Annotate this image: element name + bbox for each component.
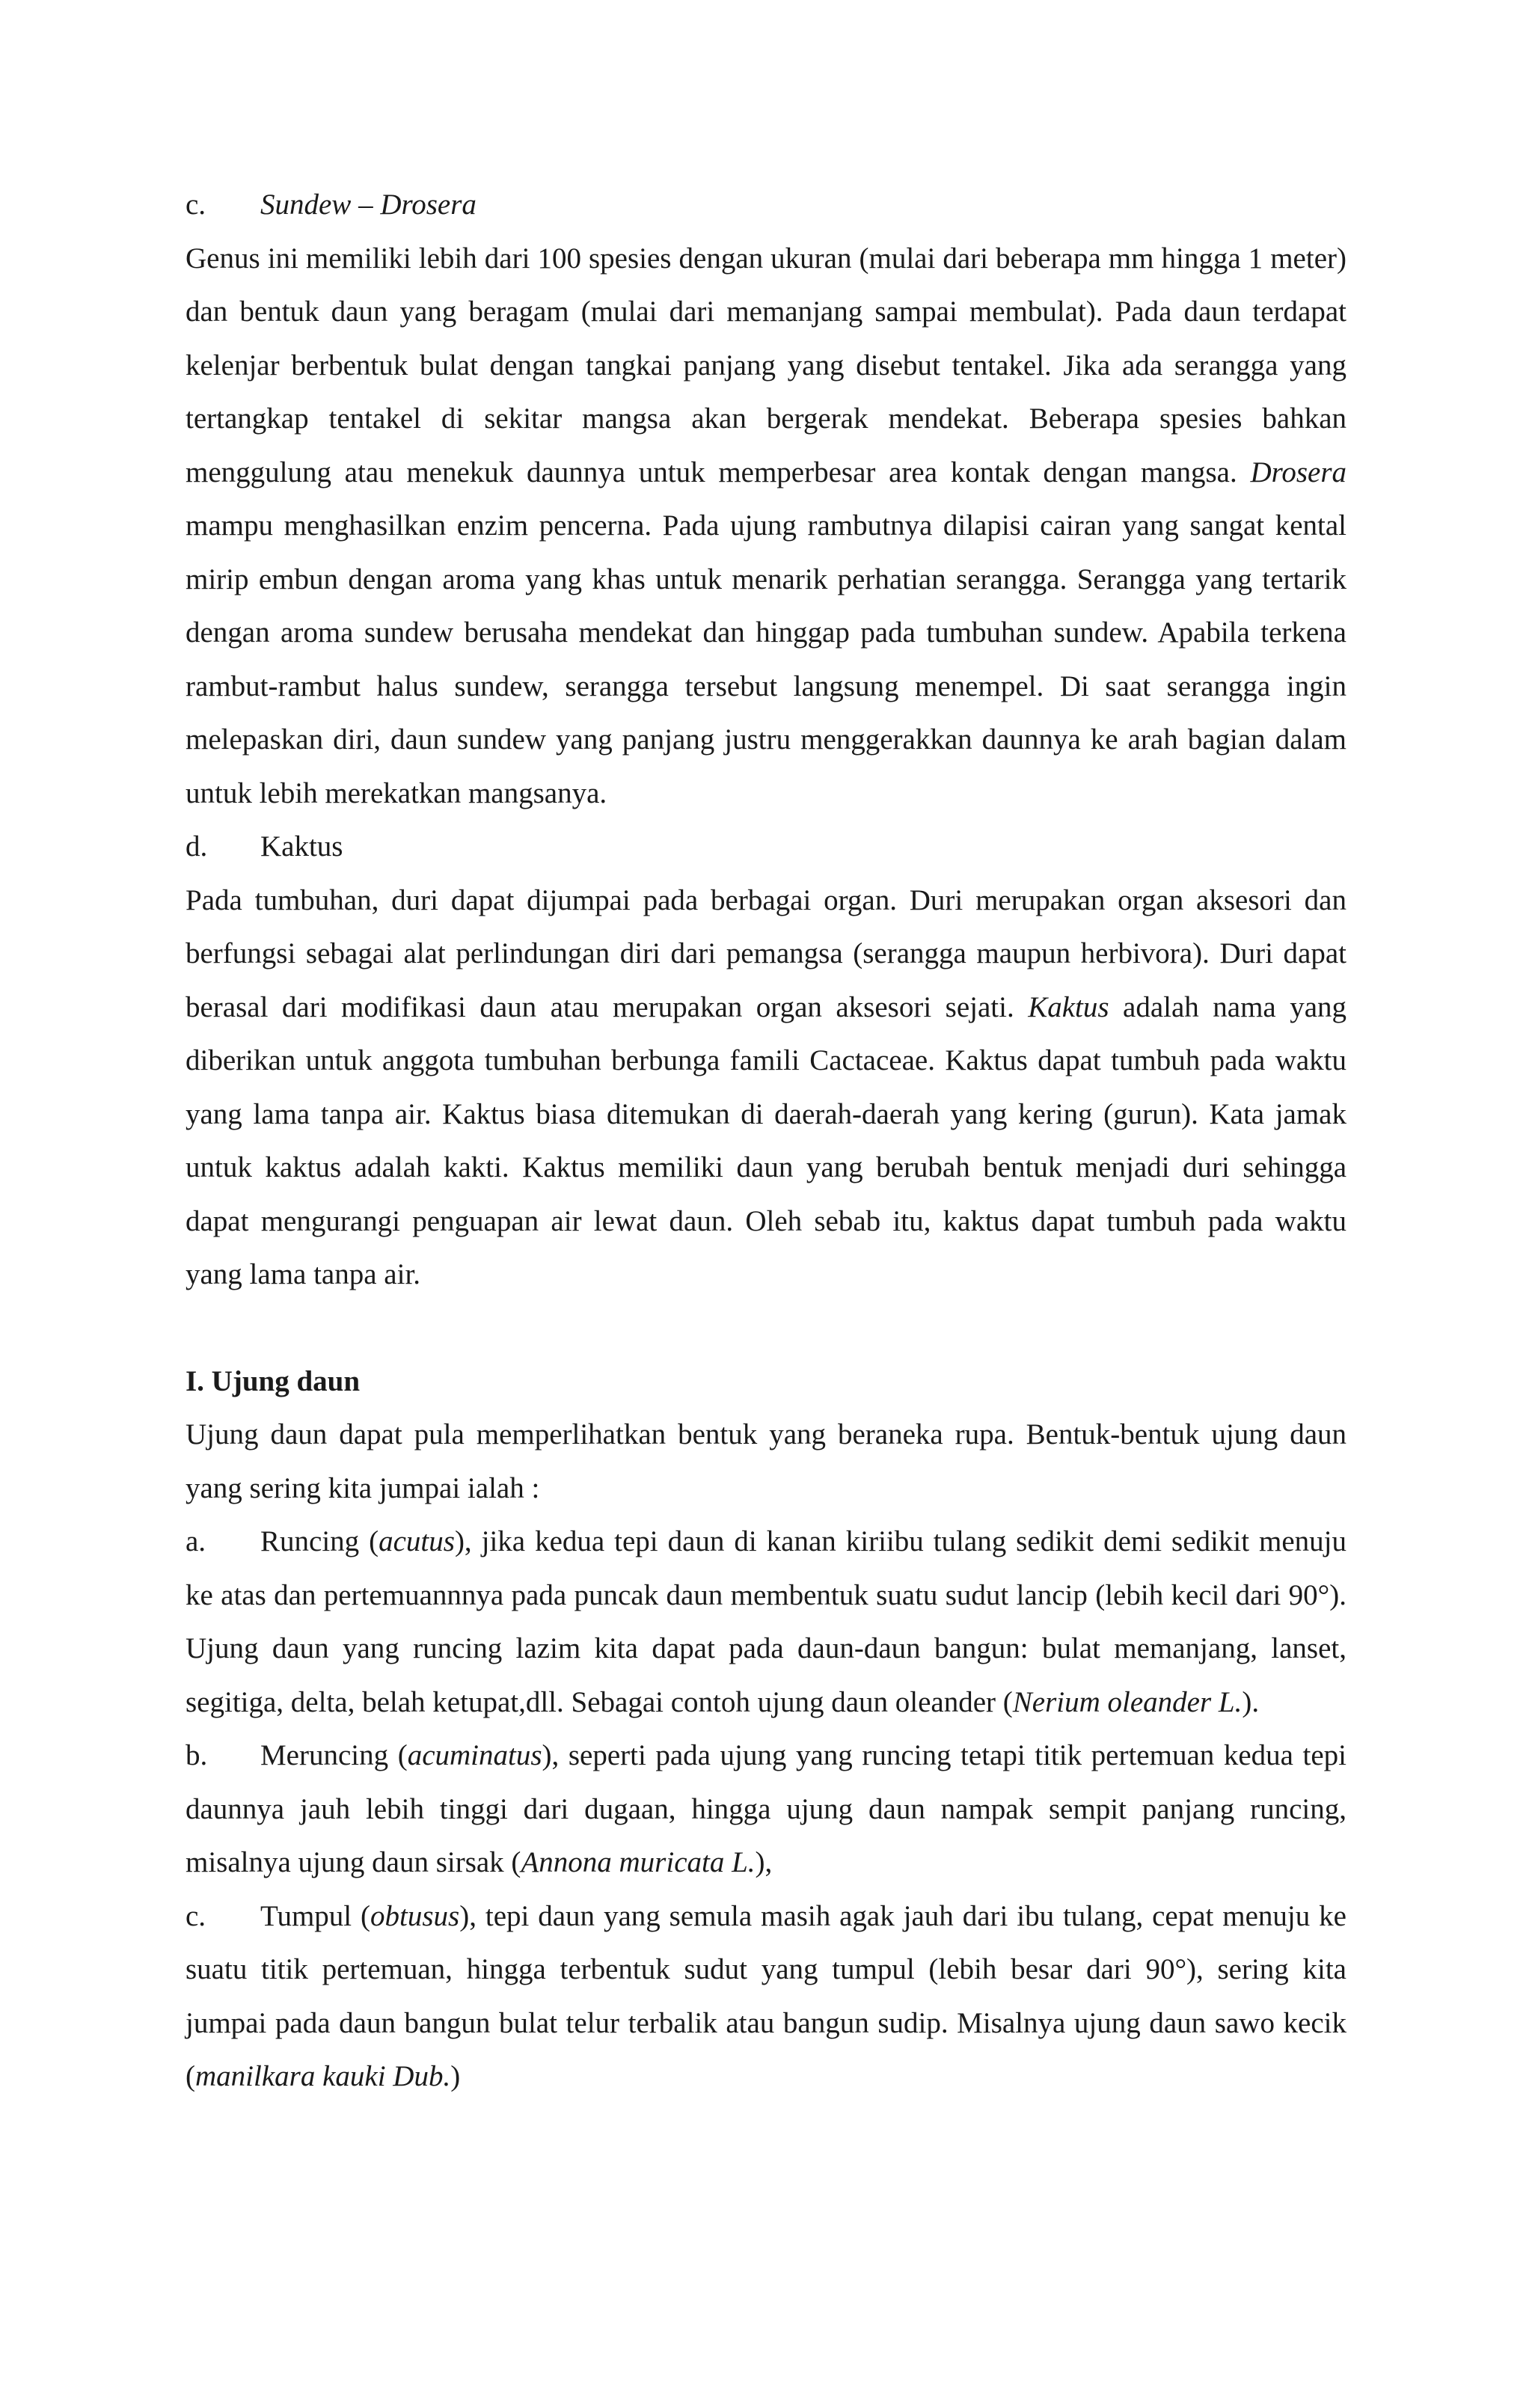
latin-term: acuminatus [407, 1739, 542, 1771]
species-name: Nerium oleander L. [1012, 1685, 1243, 1718]
list-marker: b. [186, 1739, 208, 1771]
list-text: Meruncing ( [260, 1739, 408, 1771]
list-marker: c. [186, 189, 206, 221]
sundew-title-sep: – [351, 189, 381, 221]
species-name: manilkara kauki Dub. [195, 2060, 451, 2092]
kaktus-text-2: adalah nama yang diberikan untuk anggota tumbuhan berbunga famili Cactaceae. Kaktus dapat tumbuh pada waktu yang lama tanpa air. Kaktus biasa ditemukan di daerah-daerah yang kering (gurun). Kata jamak untuk kaktus adalah kakti. Kaktus memiliki daun yang berubah bentuk menjadi duri sehingga dapat mengurangi penguapan air lewat daun. Oleh sebab itu, kaktus dapat tumbuh pada waktu yang lama tanpa air. [186, 990, 1347, 1290]
list-text: ) [450, 2060, 461, 2092]
list-item-runcing [186, 1515, 1346, 1729]
ujung-intro: Ujung daun dapat pula memperlihatkan bentuk yang beraneka rupa. Bentuk-bentuk ujung daun yang sering kita jumpai ialah : [186, 1418, 1346, 1504]
document-page [186, 178, 1346, 2104]
kaktus-italic: Kaktus [1028, 990, 1109, 1023]
kaktus-subheading [186, 820, 1346, 874]
sundew-title-genus: Drosera [380, 189, 477, 221]
section-gap [186, 1302, 1346, 1355]
sundew-subheading [186, 178, 1346, 232]
list-item-tumpul [186, 1890, 1346, 2104]
kaktus-text-1: Pada tumbuhan, duri dapat dijumpai pada berbagai organ. Duri merupakan organ aksesori dan berfungsi sebagai alat perlindungan diri dari pemangsa (serangga maupun herbivora). Duri dapat berasal dari modifikasi daun atau merupakan organ aksesori sejati. [186, 883, 1346, 1023]
list-text: ), tepi daun yang semula masih agak jauh dari ibu tulang, cepat menuju ke suatu titik pertemuan, hingga terbentuk sudut yang tumpul (lebih besar dari 90°), sering kita jumpai pada daun bangun bulat telur terbalik atau bangun sudip. Misalnya ujung daun sawo kecik ( [186, 1899, 1346, 2092]
latin-term: acutus [379, 1525, 455, 1557]
list-marker: d. [186, 830, 208, 863]
sundew-text-2: mampu menghasilkan enzim pencerna. Pada ujung rambutnya dilapisi cairan yang sangat kental mirip embun dengan aroma yang khas untuk menarik perhatian serangga. Serangga yang tertarik dengan aroma sundew berusaha mendekat dan hinggap pada tumbuhan sundew. Apabila terkena rambut-rambut halus sundew, serangga tersebut langsung menempel. Di saat serangga ingin melepaskan diri, daun sundew yang panjang justru menggerakkan daunnya ke arah bagian dalam untuk lebih merekatkan mangsanya. [186, 509, 1346, 809]
sundew-paragraph [186, 232, 1346, 821]
list-text: ), jika kedua tepi daun di kanan kiriibu tulang sedikit demi sedikit menuju ke atas dan pertemuannnya pada puncak daun membentuk suatu sudut lancip (lebih kecil dari 90°). Ujung daun yang runcing lazim kita dapat pada daun-daun bangun: bulat memanjang, lanset, segitiga, delta, belah ketupat,dll. Sebagai contoh ujung daun oleander ( [186, 1525, 1346, 1718]
list-text: ). [1242, 1685, 1260, 1718]
list-marker: a. [186, 1525, 206, 1557]
list-marker: c. [186, 1899, 206, 1932]
species-name: Annona muricata L. [521, 1846, 756, 1878]
kaktus-title: Kaktus [260, 830, 343, 863]
sundew-title-common: Sundew [260, 189, 352, 221]
sundew-genus-italic: Drosera [1250, 456, 1346, 488]
latin-term: obtusus [370, 1899, 460, 1932]
list-item-meruncing [186, 1729, 1346, 1890]
list-text: ), [755, 1846, 773, 1878]
sundew-text-1: Genus ini memiliki lebih dari 100 spesies dengan ukuran (mulai dari beberapa mm hingga 1 meter) dan bentuk daun yang beragam (mulai dari memanjang sampai membulat). Pada daun terdapat kelenjar berbentuk bulat dengan tangkai panjang yang disebut tentakel. Jika ada serangga yang tertangkap tentakel di sekitar mangsa akan bergerak mendekat. Beberapa spesies bahkan menggulung atau menekuk daunnya untuk memperbesar area kontak dengan mangsa. [186, 242, 1346, 488]
list-text: Runcing ( [260, 1525, 379, 1557]
kaktus-paragraph [186, 874, 1346, 1302]
list-text: Tumpul ( [260, 1899, 371, 1932]
list-text: ), seperti pada ujung yang runcing tetapi titik pertemuan kedua tepi daunnya jauh lebih tinggi dari dugaan, hingga ujung daun nampak sempit panjang runcing, misalnya ujung daun sirsak ( [186, 1739, 1347, 1878]
section-heading: I. Ujung daun [186, 1364, 361, 1397]
